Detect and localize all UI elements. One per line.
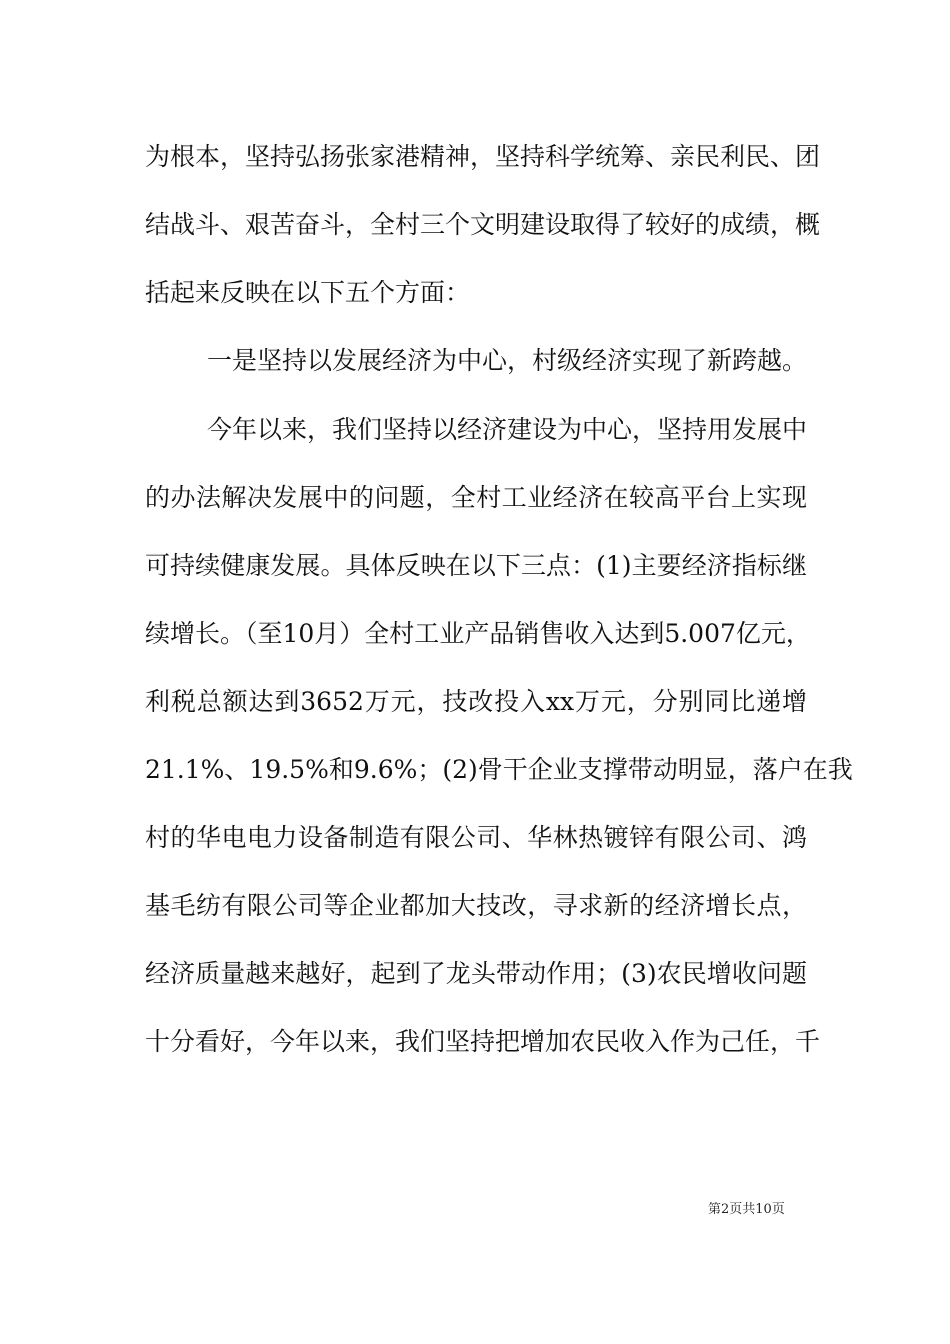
paragraph-line: 今年以来，我们坚持以经济建设为中心，坚持用发展中 xyxy=(207,415,808,444)
section-heading-line: 一是坚持以发展经济为中心，村级经济实现了新跨越。 xyxy=(207,346,808,375)
paragraph-line: 十分看好，今年以来，我们坚持把增加农民收入作为己任，千 xyxy=(145,1027,821,1056)
paragraph-line: 括起来反映在以下五个方面： xyxy=(145,278,471,307)
paragraph-line: 的办法解决发展中的问题，全村工业经济在较高平台上实现 xyxy=(145,483,807,512)
page-number-footer: 第2页共10页 xyxy=(708,1202,785,1217)
paragraph-line: 为根本，坚持弘扬张家港精神，坚持科学统筹、亲民利民、团 xyxy=(145,142,821,171)
paragraph-line: 基毛纺有限公司等企业都加大技改，寻求新的经济增长点， xyxy=(145,891,807,920)
paragraph-line: 可持续健康发展。具体反映在以下三点：(1)主要经济指标继 xyxy=(145,551,807,580)
paragraph-line: 21.1%、19.5%和9.6%；(2)骨干企业支撑带动明显，落户在我 xyxy=(145,755,853,784)
paragraph-line: 续增长。（至10月）全村工业产品销售收入达到5.007亿元， xyxy=(145,619,811,648)
paragraph-line: 结战斗、艰苦奋斗，全村三个文明建设取得了较好的成绩，概 xyxy=(145,210,821,239)
paragraph-line: 村的华电电力设备制造有限公司、华林热镀锌有限公司、鸿 xyxy=(145,823,807,852)
paragraph-line: 利税总额达到3652万元，技改投入xx万元，分别同比递增 xyxy=(145,687,807,716)
paragraph-line: 经济质量越来越好，起到了龙头带动作用；(3)农民增收问题 xyxy=(145,959,807,988)
